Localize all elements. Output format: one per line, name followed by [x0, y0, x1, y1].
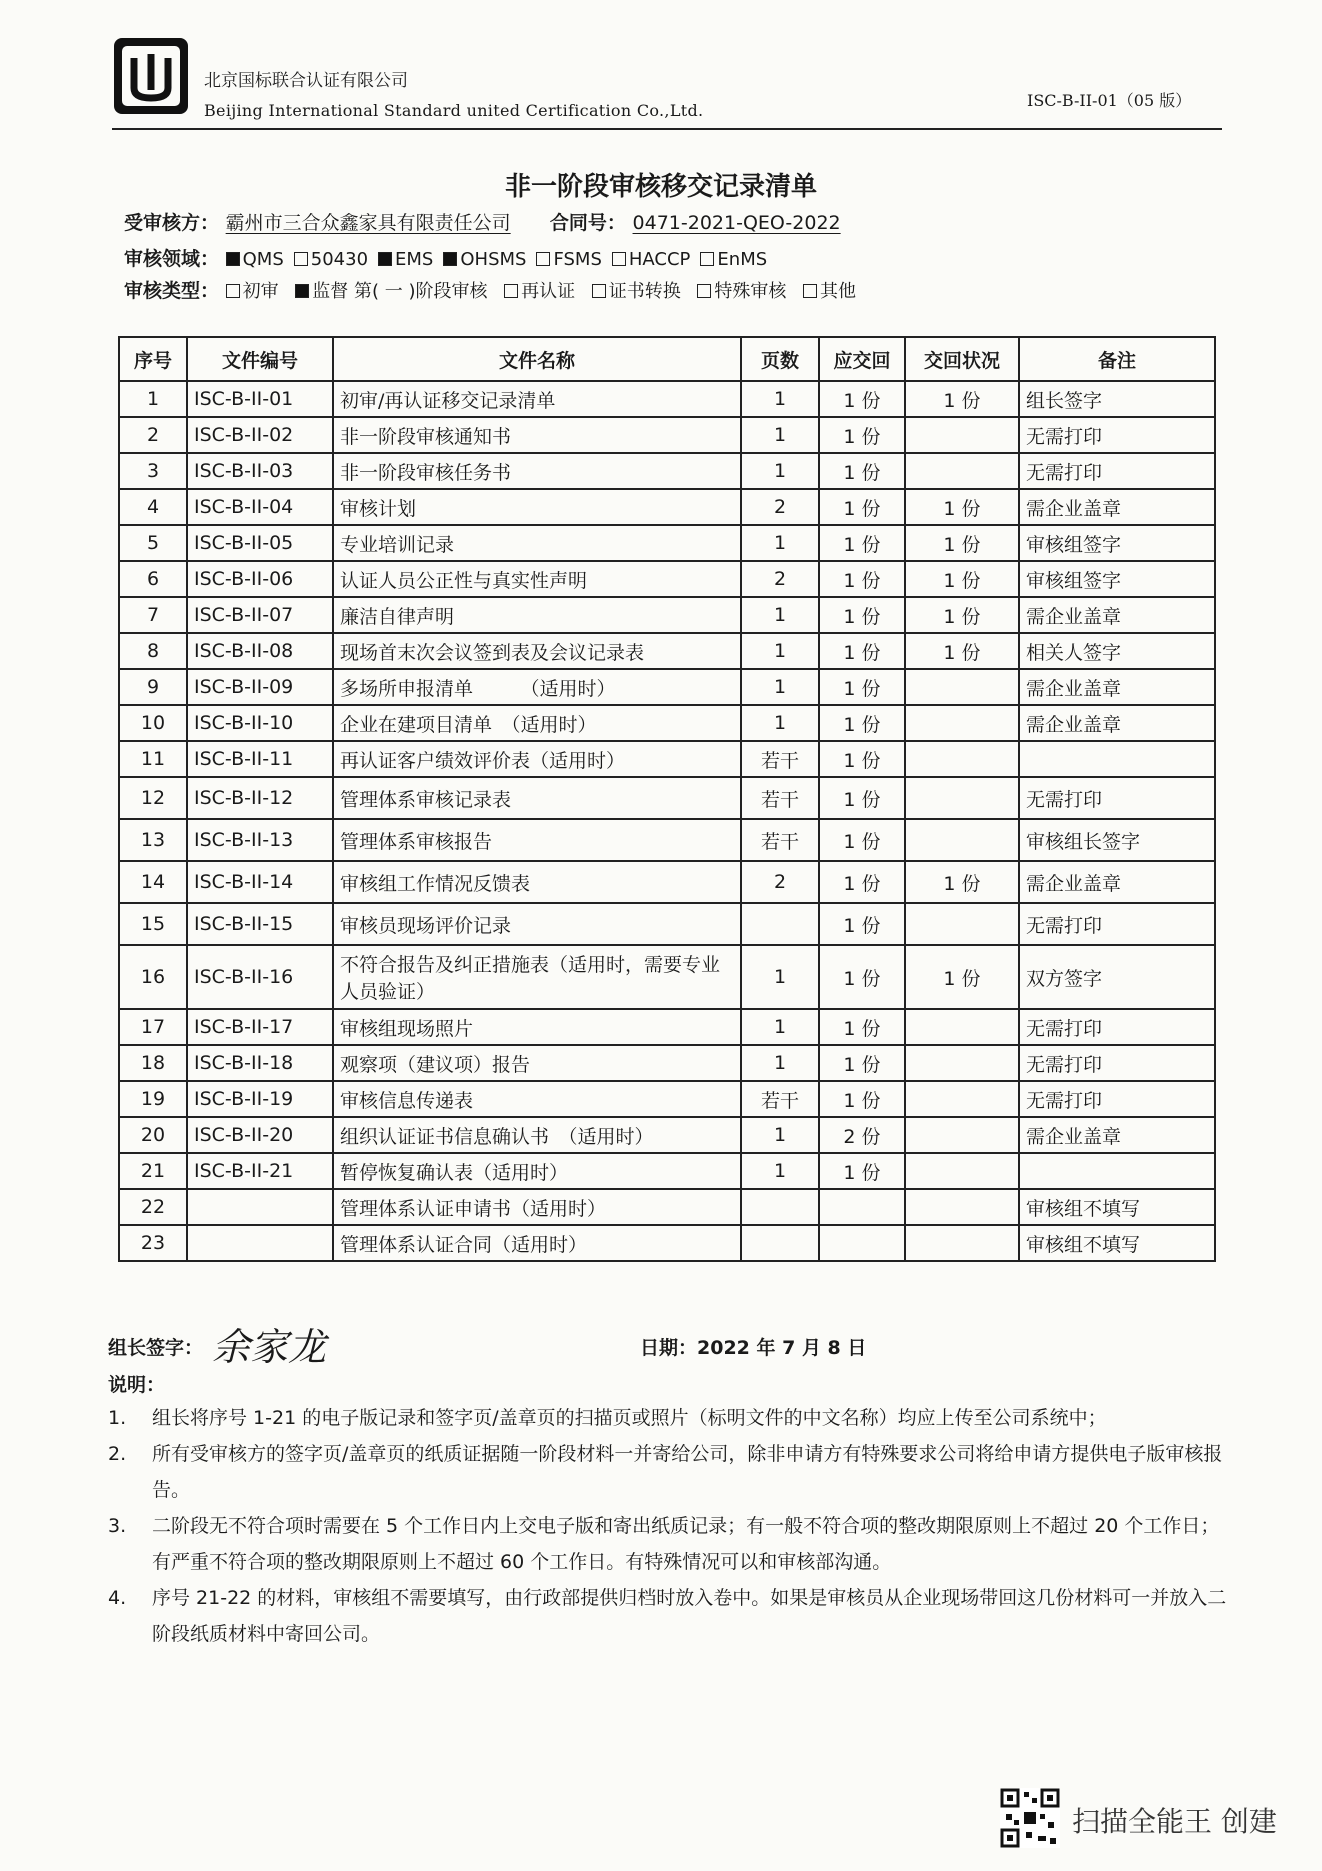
page-count: 1 — [741, 453, 819, 489]
contract-value: 0471-2021-QEO-2022 — [632, 212, 841, 234]
page-count: 1 — [741, 669, 819, 705]
table-row — [119, 1045, 1215, 1081]
row-number: 10 — [119, 705, 187, 741]
page-count: 1 — [741, 1045, 819, 1081]
auditee-line — [124, 208, 841, 235]
col-header: 交回状况 — [905, 337, 1019, 381]
due-copies — [819, 1189, 905, 1225]
return-status — [905, 417, 1019, 453]
return-status — [905, 705, 1019, 741]
return-status — [905, 453, 1019, 489]
remark: 审核组不填写 — [1019, 1225, 1215, 1261]
domain-option[interactable]: 50430 — [294, 249, 368, 270]
row-number: 13 — [119, 819, 187, 861]
due-copies: 1 份 — [819, 1009, 905, 1045]
row-number: 18 — [119, 1045, 187, 1081]
file-name: 认证人员公正性与真实性声明 — [333, 561, 741, 597]
file-code: ISC-B-II-03 — [187, 453, 333, 489]
remark: 组长签字 — [1019, 381, 1215, 417]
due-copies: 1 份 — [819, 1081, 905, 1117]
page-count: 1 — [741, 597, 819, 633]
due-copies: 1 份 — [819, 861, 905, 903]
type-surveillance[interactable]: 监督 第( 一 )阶段审核 — [295, 281, 487, 302]
return-status — [905, 777, 1019, 819]
return-status — [905, 1009, 1019, 1045]
row-number: 20 — [119, 1117, 187, 1153]
due-copies: 1 份 — [819, 597, 905, 633]
table-row — [119, 945, 1215, 1009]
table-row — [119, 417, 1215, 453]
due-copies: 1 份 — [819, 669, 905, 705]
page-count: 1 — [741, 633, 819, 669]
table-row — [119, 525, 1215, 561]
table-row — [119, 861, 1215, 903]
due-copies: 1 份 — [819, 525, 905, 561]
table-row — [119, 1225, 1215, 1261]
due-copies: 1 份 — [819, 777, 905, 819]
file-code: ISC-B-II-11 — [187, 741, 333, 777]
audit-type-line — [124, 276, 866, 303]
table-row — [119, 489, 1215, 525]
row-number: 17 — [119, 1009, 187, 1045]
row-number: 4 — [119, 489, 187, 525]
remark: 无需打印 — [1019, 417, 1215, 453]
checkbox-icon — [504, 284, 518, 298]
return-status: 1 份 — [905, 561, 1019, 597]
return-status — [905, 1153, 1019, 1189]
remark: 审核组签字 — [1019, 561, 1215, 597]
col-header: 页数 — [741, 337, 819, 381]
table-row — [119, 1081, 1215, 1117]
company-logo — [112, 36, 190, 116]
row-number: 7 — [119, 597, 187, 633]
row-number: 14 — [119, 861, 187, 903]
return-status — [905, 1189, 1019, 1225]
note-item: 1. 组长将序号 1-21 的电子版记录和签字页/盖章页的扫描页或照片（标明文件的中文名称）均应上传至公司系统中； — [108, 1407, 1107, 1429]
page-count: 若干 — [741, 741, 819, 777]
file-name: 非一阶段审核通知书 — [333, 417, 741, 453]
checkbox-icon — [700, 252, 714, 266]
due-copies: 1 份 — [819, 741, 905, 777]
table-row — [119, 777, 1215, 819]
domain-option[interactable]: QMS — [226, 249, 284, 270]
audit-type-label: 审核类型： — [124, 280, 220, 302]
note-item: 4. 序号 21-22 的材料，审核组不需要填写，由行政部提供归档时放入卷中。如果是审核员从企业现场带回这几份材料可一并放入二阶段纸质材料中寄回公司。 — [108, 1587, 1227, 1645]
due-copies: 1 份 — [819, 417, 905, 453]
page-count: 2 — [741, 561, 819, 597]
page-count: 1 — [741, 417, 819, 453]
remark: 无需打印 — [1019, 777, 1215, 819]
auditee-label: 受审核方： — [124, 212, 220, 234]
file-code: ISC-B-II-15 — [187, 903, 333, 945]
page-count: 若干 — [741, 819, 819, 861]
leader-signature: 余家龙 — [212, 1325, 327, 1369]
checkbox-icon — [226, 284, 240, 298]
remark: 需企业盖章 — [1019, 861, 1215, 903]
table-row — [119, 1153, 1215, 1189]
file-code — [187, 1189, 333, 1225]
type-special[interactable]: 特殊审核 — [697, 281, 786, 302]
file-name: 组织认证证书信息确认书 （适用时） — [333, 1117, 741, 1153]
file-code: ISC-B-II-16 — [187, 945, 333, 1009]
checkbox-checked-icon — [378, 252, 392, 266]
file-name: 管理体系审核报告 — [333, 819, 741, 861]
type-initial[interactable]: 初审 — [226, 281, 279, 302]
file-code: ISC-B-II-19 — [187, 1081, 333, 1117]
checkbox-icon — [803, 284, 817, 298]
file-name: 初审/再认证移交记录清单 — [333, 381, 741, 417]
file-code: ISC-B-II-14 — [187, 861, 333, 903]
row-number: 15 — [119, 903, 187, 945]
scanner-watermark: 扫描全能王 创建 — [1072, 1805, 1277, 1838]
remark: 双方签字 — [1019, 945, 1215, 1009]
file-code: ISC-B-II-08 — [187, 633, 333, 669]
due-copies: 1 份 — [819, 945, 905, 1009]
qr-code-icon — [1000, 1788, 1060, 1848]
remark: 需企业盖章 — [1019, 705, 1215, 741]
table-row — [119, 819, 1215, 861]
file-name: 管理体系认证合同（适用时） — [333, 1225, 741, 1261]
file-code: ISC-B-II-13 — [187, 819, 333, 861]
type-transfer[interactable]: 证书转换 — [592, 281, 681, 302]
return-status — [905, 819, 1019, 861]
row-number: 2 — [119, 417, 187, 453]
sign-date: 日期：2022 年 7 月 8 日 — [640, 1337, 867, 1359]
contract-label: 合同号： — [549, 212, 626, 234]
checkbox-icon — [536, 252, 550, 266]
type-recert[interactable]: 再认证 — [504, 281, 575, 302]
due-copies: 1 份 — [819, 633, 905, 669]
remark — [1019, 741, 1215, 777]
table-row — [119, 741, 1215, 777]
remark: 无需打印 — [1019, 1009, 1215, 1045]
file-name: 现场首末次会议签到表及会议记录表 — [333, 633, 741, 669]
table-row — [119, 705, 1215, 741]
page-count: 1 — [741, 705, 819, 741]
return-status — [905, 1117, 1019, 1153]
page-count — [741, 1225, 819, 1261]
file-name: 暂停恢复确认表（适用时） — [333, 1153, 741, 1189]
remark: 需企业盖章 — [1019, 669, 1215, 705]
due-copies: 1 份 — [819, 819, 905, 861]
table-row — [119, 1009, 1215, 1045]
return-status: 1 份 — [905, 633, 1019, 669]
return-status: 1 份 — [905, 945, 1019, 1009]
page-count: 若干 — [741, 1081, 819, 1117]
row-number: 5 — [119, 525, 187, 561]
page-count: 1 — [741, 381, 819, 417]
remark: 审核组不填写 — [1019, 1189, 1215, 1225]
file-code: ISC-B-II-05 — [187, 525, 333, 561]
row-number: 1 — [119, 381, 187, 417]
remark: 无需打印 — [1019, 903, 1215, 945]
remark: 相关人签字 — [1019, 633, 1215, 669]
row-number: 16 — [119, 945, 187, 1009]
due-copies: 1 份 — [819, 1153, 905, 1189]
return-status: 1 份 — [905, 861, 1019, 903]
row-number: 23 — [119, 1225, 187, 1261]
due-copies: 1 份 — [819, 705, 905, 741]
remark: 审核组签字 — [1019, 525, 1215, 561]
checkbox-icon — [612, 252, 626, 266]
table-row — [119, 597, 1215, 633]
return-status — [905, 903, 1019, 945]
file-name: 审核信息传递表 — [333, 1081, 741, 1117]
auditee-value: 霸州市三合众鑫家具有限责任公司 — [225, 212, 511, 234]
due-copies: 1 份 — [819, 381, 905, 417]
row-number: 8 — [119, 633, 187, 669]
row-number: 11 — [119, 741, 187, 777]
file-name: 管理体系认证申请书（适用时） — [333, 1189, 741, 1225]
return-status — [905, 669, 1019, 705]
remark — [1019, 1153, 1215, 1189]
file-name: 审核计划 — [333, 489, 741, 525]
col-header: 应交回 — [819, 337, 905, 381]
remark: 无需打印 — [1019, 453, 1215, 489]
row-number: 3 — [119, 453, 187, 489]
domain-option[interactable]: FSMS — [536, 249, 601, 270]
due-copies: 1 份 — [819, 561, 905, 597]
table-row — [119, 669, 1215, 705]
leader-sign-label: 组长签字： — [108, 1337, 204, 1359]
table-row — [119, 453, 1215, 489]
domain-option[interactable]: EnMS — [700, 249, 767, 270]
file-name: 审核员现场评价记录 — [333, 903, 741, 945]
due-copies: 1 份 — [819, 1045, 905, 1081]
file-name: 非一阶段审核任务书 — [333, 453, 741, 489]
file-code: ISC-B-II-12 — [187, 777, 333, 819]
due-copies — [819, 1225, 905, 1261]
table-row — [119, 633, 1215, 669]
checkbox-icon — [697, 284, 711, 298]
table-row — [119, 1189, 1215, 1225]
page-count: 1 — [741, 525, 819, 561]
file-code — [187, 1225, 333, 1261]
domain-option[interactable]: OHSMS — [443, 249, 526, 270]
row-number: 19 — [119, 1081, 187, 1117]
remark: 无需打印 — [1019, 1045, 1215, 1081]
document-title: 非一阶段审核移交记录清单 — [504, 172, 817, 202]
table-row — [119, 903, 1215, 945]
return-status — [905, 1081, 1019, 1117]
return-status: 1 份 — [905, 381, 1019, 417]
row-number: 22 — [119, 1189, 187, 1225]
table-header-row — [119, 337, 1215, 381]
domain-option[interactable]: EMS — [378, 249, 433, 270]
company-name-cn: 北京国标联合认证有限公司 — [204, 71, 408, 91]
return-status: 1 份 — [905, 489, 1019, 525]
row-number: 9 — [119, 669, 187, 705]
return-status — [905, 741, 1019, 777]
page-count: 1 — [741, 1009, 819, 1045]
page-count: 2 — [741, 861, 819, 903]
file-name: 审核组现场照片 — [333, 1009, 741, 1045]
return-status: 1 份 — [905, 597, 1019, 633]
note-item: 3. 二阶段无不符合项时需要在 5 个工作日内上交电子版和寄出纸质记录；有一般不符合项的整改期限原则上不超过 20 个工作日；有严重不符合项的整改期限原则上不超过 60 个工作日。有特殊情况可以和审核部沟通。 — [108, 1515, 1220, 1573]
company-name-en: Beijing International Standard united Certification Co.,Ltd. — [204, 101, 704, 120]
file-code: ISC-B-II-04 — [187, 489, 333, 525]
domain-label: 审核领域： — [124, 248, 220, 270]
file-code: ISC-B-II-17 — [187, 1009, 333, 1045]
return-status: 1 份 — [905, 525, 1019, 561]
checkbox-icon — [592, 284, 606, 298]
page-count: 2 — [741, 489, 819, 525]
header-divider — [112, 128, 1222, 130]
handover-table — [118, 336, 1216, 1262]
type-other[interactable]: 其他 — [803, 281, 856, 302]
row-number: 21 — [119, 1153, 187, 1189]
due-copies: 1 份 — [819, 903, 905, 945]
file-code: ISC-B-II-01 — [187, 381, 333, 417]
file-code: ISC-B-II-02 — [187, 417, 333, 453]
file-name: 不符合报告及纠正措施表（适用时，需要专业人员验证） — [333, 945, 741, 1009]
file-name: 观察项（建议项）报告 — [333, 1045, 741, 1081]
col-header: 文件名称 — [333, 337, 741, 381]
file-code: ISC-B-II-09 — [187, 669, 333, 705]
file-code: ISC-B-II-10 — [187, 705, 333, 741]
table-row — [119, 561, 1215, 597]
file-name: 廉洁自律声明 — [333, 597, 741, 633]
checkbox-checked-icon — [443, 252, 457, 266]
row-number: 6 — [119, 561, 187, 597]
page-count: 若干 — [741, 777, 819, 819]
table-row — [119, 381, 1215, 417]
notes-list — [104, 1400, 1234, 1652]
checkbox-checked-icon — [295, 284, 309, 298]
table-row — [119, 1117, 1215, 1153]
file-code: ISC-B-II-18 — [187, 1045, 333, 1081]
file-code: ISC-B-II-07 — [187, 597, 333, 633]
file-name: 审核组工作情况反馈表 — [333, 861, 741, 903]
file-name: 再认证客户绩效评价表（适用时） — [333, 741, 741, 777]
col-header: 文件编号 — [187, 337, 333, 381]
page-count — [741, 903, 819, 945]
page-count: 1 — [741, 1117, 819, 1153]
due-copies: 1 份 — [819, 489, 905, 525]
remark: 审核组长签字 — [1019, 819, 1215, 861]
col-header: 序号 — [119, 337, 187, 381]
remark: 需企业盖章 — [1019, 597, 1215, 633]
form-code: ISC-B-II-01（05 版） — [1027, 91, 1192, 110]
file-code: ISC-B-II-06 — [187, 561, 333, 597]
remark: 无需打印 — [1019, 1081, 1215, 1117]
notes-title: 说明： — [108, 1374, 166, 1396]
row-number: 12 — [119, 777, 187, 819]
col-header: 备注 — [1019, 337, 1215, 381]
checkbox-checked-icon — [226, 252, 240, 266]
page-count — [741, 1189, 819, 1225]
due-copies: 2 份 — [819, 1117, 905, 1153]
file-name: 企业在建项目清单 （适用时） — [333, 705, 741, 741]
file-code: ISC-B-II-20 — [187, 1117, 333, 1153]
file-name: 多场所申报清单 （适用时） — [333, 669, 741, 705]
due-copies: 1 份 — [819, 453, 905, 489]
note-item: 2. 所有受审核方的签字页/盖章页的纸质证据随一阶段材料一并寄给公司，除非申请方有特殊要求公司将给申请方提供电子版审核报告。 — [108, 1443, 1223, 1501]
file-name: 专业培训记录 — [333, 525, 741, 561]
domain-option[interactable]: HACCP — [612, 249, 691, 270]
checkbox-icon — [294, 252, 308, 266]
return-status — [905, 1045, 1019, 1081]
page-count: 1 — [741, 945, 819, 1009]
file-code: ISC-B-II-21 — [187, 1153, 333, 1189]
page-count: 1 — [741, 1153, 819, 1189]
return-status — [905, 1225, 1019, 1261]
audit-domain-line — [124, 244, 777, 271]
file-name: 管理体系审核记录表 — [333, 777, 741, 819]
remark: 需企业盖章 — [1019, 489, 1215, 525]
remark: 需企业盖章 — [1019, 1117, 1215, 1153]
